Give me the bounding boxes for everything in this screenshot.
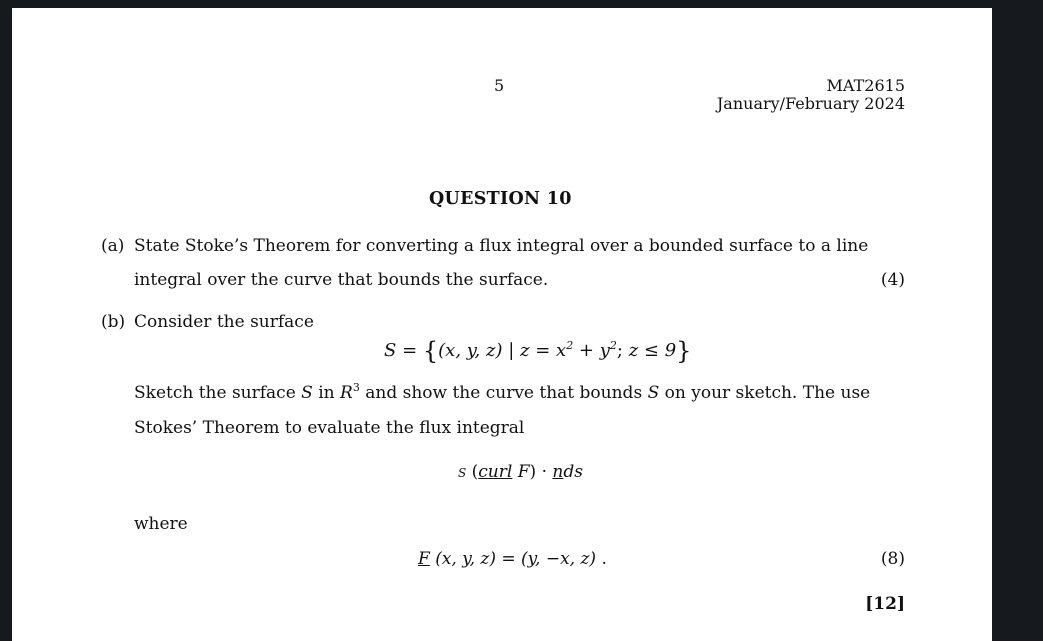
eq-s-lhs: S (384, 340, 397, 361)
eq-s-semicolon: ; (616, 340, 629, 361)
eq-f-equals: = (495, 549, 522, 569)
eq-s-inequality: z ≤ 9 (628, 340, 677, 361)
part-a-text-line1: State Stoke’s Theorem for converting a flux integral over a bounded surface to a line (134, 236, 869, 256)
flux-f: F (512, 462, 530, 482)
surface-equation (384, 337, 691, 365)
where-label: where (134, 514, 188, 534)
part-b-marks: (8) (880, 549, 905, 569)
sketch-surface-symbol-2: S (647, 383, 660, 403)
part-b-label: (b) (101, 312, 126, 332)
question-title: QUESTION 10 (429, 189, 572, 209)
flux-integral-expression (458, 462, 583, 482)
part-a-label: (a) (101, 236, 125, 256)
eq-s-tuple: (x, y, z) (438, 340, 503, 361)
sketch-suffix: on your sketch. The use (659, 383, 871, 403)
sketch-r-symbol: R (340, 383, 353, 403)
eq-s-plus: + y (573, 340, 610, 361)
flux-close-paren: ) (529, 462, 537, 482)
course-code: MAT2615 (826, 76, 905, 95)
exam-date: January/February 2024 (716, 94, 905, 113)
sketch-surface-symbol: S (301, 383, 313, 403)
exam-page (12, 8, 992, 641)
eq-f-end: . (596, 549, 607, 569)
flux-normal: n (552, 462, 564, 482)
part-b-stokes-line: Stokes’ Theorem to evaluate the flux integral (134, 418, 525, 438)
eq-s-exponent-2: 2 (609, 339, 617, 352)
flux-open-paren: ( (466, 462, 479, 482)
sketch-prefix: Sketch the surface (134, 383, 302, 403)
eq-s-equals: = (396, 340, 423, 361)
eq-f-args: (x, y, z) (429, 549, 496, 569)
eq-s-open-brace: { (422, 337, 439, 365)
eq-s-condition: z = x (520, 340, 567, 361)
flux-dot: · (536, 462, 553, 482)
part-b-sketch-line (134, 383, 870, 403)
eq-f-rhs: (y, −x, z) (521, 549, 597, 569)
eq-s-close-brace: } (676, 337, 692, 365)
flux-subscript: S (458, 466, 467, 480)
total-marks: [12] (865, 594, 905, 614)
vector-field-equation (418, 549, 607, 569)
part-b-intro: Consider the surface (134, 312, 314, 332)
part-a-text-line2: integral over the curve that bounds the surface. (134, 270, 549, 290)
eq-f-symbol: F (418, 549, 430, 569)
sketch-in: in (312, 383, 341, 403)
flux-curl: curl (478, 462, 513, 482)
eq-s-bar: | (502, 340, 521, 361)
part-a-marks: (4) (880, 270, 905, 290)
sketch-r-exponent: 3 (352, 381, 360, 394)
sketch-mid: and show the curve that bounds (359, 383, 648, 403)
eq-s-exponent-1: 2 (566, 339, 574, 352)
page-number: 5 (494, 76, 505, 95)
flux-ds: ds (563, 462, 583, 482)
